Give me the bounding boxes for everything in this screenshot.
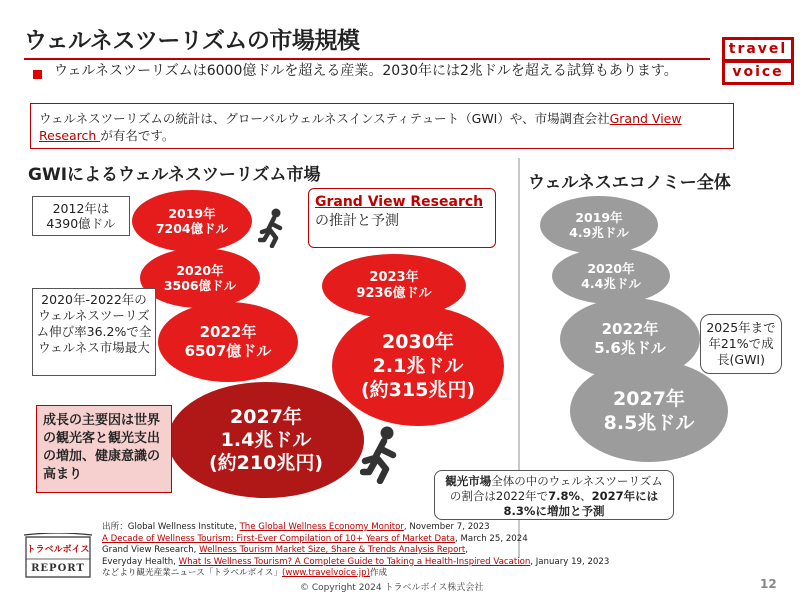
gwi-section-heading: GWIによるウェルネスツーリズム市場 (28, 165, 321, 185)
badge-line1: トラベルボイス (26, 545, 90, 555)
bubble-gwi-2027-value: 1.4兆ドル (220, 428, 312, 451)
source-5-link[interactable]: (www.travelvoice.jp) (281, 568, 370, 578)
callout-2012-line2: 4390億ドル (46, 216, 116, 231)
bubble-gvr-2030-year: 2030年 (382, 331, 454, 353)
bubble-eco-2020-value: 4.4兆ドル (581, 276, 641, 291)
lead-bullet-text: ウェルネスツーリズムは6000億ドルを超える産業。2030年には2兆ドルを超える試算もあります。 (54, 63, 678, 79)
bubble-gwi-2019-value: 7204億ドル (155, 221, 229, 236)
callout-2012 (32, 196, 130, 236)
running-person-icon (258, 208, 288, 248)
bubble-gwi-2019 (132, 190, 252, 252)
travelvoice-report-badge (18, 533, 98, 581)
bubble-eco-2020 (552, 248, 670, 304)
logo-line-2: voice (725, 63, 791, 82)
statistics-note-box (30, 103, 734, 149)
callout-growth-rate: 2020年-2022年のウェルネスツーリズム伸び率36.2%で全ウェルネス市場最大 (32, 288, 156, 376)
bubble-eco-2019-value: 4.9兆ドル (569, 225, 629, 240)
page-number: 12 (760, 577, 777, 591)
bubble-gvr-2030-value: 2.1兆ドル (372, 355, 464, 377)
bubble-gvr-2030 (332, 306, 504, 426)
source-1-prefix: 出所：Global Wellness Institute, (102, 522, 240, 532)
source-5-suffix: 作成 (369, 568, 388, 578)
share-prefix: 観光市場 (445, 474, 492, 488)
bubble-gwi-2022-value: 6507億ドル (184, 342, 272, 360)
source-2-suffix: , March 25, 2024 (455, 533, 528, 544)
bubble-gwi-2022 (158, 302, 298, 382)
tourism-share-callout (434, 470, 674, 520)
bubble-eco-2022-value: 5.6兆ドル (594, 339, 666, 357)
share-mid: 全体の中のウェルネスツーリズムの割合は2022年で (449, 474, 663, 503)
source-4-link[interactable]: What Is Wellness Tourism? A Complete Guide to Taking a Health-Inspired Vacation (178, 556, 531, 567)
note-text-before: ウェルネスツーリズムの統計は、グローバルウェルネスインスティテュート（GWI）や、市場調査会社 (39, 111, 610, 126)
source-3-suffix: , (465, 545, 469, 555)
source-4-suffix: , January 19, 2023 (530, 556, 610, 567)
source-line-5 (102, 568, 662, 580)
source-5-prefix: などより観光産業ニュース「トラベルボイス」 (102, 568, 282, 578)
bubble-eco-2019 (540, 196, 658, 254)
bubble-gwi-2022-year: 2022年 (199, 323, 257, 341)
gvr-callout-link[interactable]: Grand View Research (315, 194, 484, 210)
source-line-4 (102, 557, 662, 569)
note-text-after: が有名です。 (100, 128, 175, 143)
bubble-eco-2019-year: 2019年 (575, 210, 623, 225)
bubble-gwi-2027-year: 2027年 (230, 405, 302, 428)
bubble-eco-2027-year: 2027年 (613, 388, 685, 410)
wellness-economy-heading: ウェルネスエコノミー全体 (528, 173, 731, 193)
grand-view-research-callout (308, 188, 496, 248)
bubble-gwi-2020 (140, 248, 260, 308)
bubble-gvr-2030-yen: (約315兆円) (360, 379, 476, 401)
source-line-1 (102, 522, 662, 534)
bubble-gvr-2023-year: 2023年 (369, 270, 419, 285)
bubble-gwi-2020-value: 3506億ドル (163, 278, 237, 293)
source-2-link[interactable]: A Decade of Wellness Tourism: First-Ever Compilation of 10+ Years of Market Data (102, 533, 456, 544)
bubble-eco-2027-value: 8.5兆ドル (603, 412, 695, 434)
source-1-suffix: , November 7, 2023 (403, 522, 490, 532)
share-mid2: 、 (580, 489, 592, 503)
source-1-link[interactable]: The Global Wellness Economy Monitor (239, 522, 404, 532)
bubble-gwi-2020-year: 2020年 (176, 263, 224, 278)
travelvoice-logo (722, 37, 794, 85)
share-v2: 2027年には8.3%に増加と予測 (503, 489, 659, 518)
bubble-gwi-2027-yen: (約210兆円) (208, 451, 324, 474)
bubble-gwi-2019-year: 2019年 (168, 206, 216, 221)
bubble-eco-2022-year: 2022年 (601, 320, 659, 338)
source-line-2 (102, 534, 662, 546)
source-3-prefix: Grand View Research, (102, 545, 200, 555)
bubble-gwi-2027 (168, 382, 364, 498)
bullet-square-icon (33, 70, 42, 79)
callout-2012-line1: 2012年は (52, 201, 110, 216)
bubble-gvr-2023-value: 9236億ドル (356, 286, 432, 301)
bubble-eco-2020-year: 2020年 (587, 261, 635, 276)
copyright-text: © Copyright 2024 トラベルボイス株式会社 (300, 583, 484, 593)
source-line-3 (102, 545, 662, 557)
source-4-prefix: Everyday Health, (102, 556, 179, 567)
growth-factor-box: 成長の主要因は世界の観光客と観光支出の増加、健康意識の高まり (36, 405, 172, 493)
callout-economy-growth: 2025年まで年21%で成長(GWI) (700, 314, 782, 374)
grand-view-research-link[interactable]: Grand View Research (39, 111, 682, 143)
logo-line-1: travel (725, 40, 791, 59)
source-3-link[interactable]: Wellness Tourism Market Size, Share & Trends Analysis Report (199, 545, 466, 555)
badge-line2: REPORT (31, 563, 85, 574)
sources-list (102, 522, 662, 580)
page-title: ウェルネスツーリズムの市場規模 (24, 28, 360, 54)
title-divider (24, 58, 710, 60)
bubble-eco-2027 (570, 360, 728, 462)
gvr-callout-subtitle: の推計と予測 (315, 213, 399, 229)
share-v1: 7.8% (548, 489, 581, 503)
running-person-icon-large (360, 426, 404, 484)
